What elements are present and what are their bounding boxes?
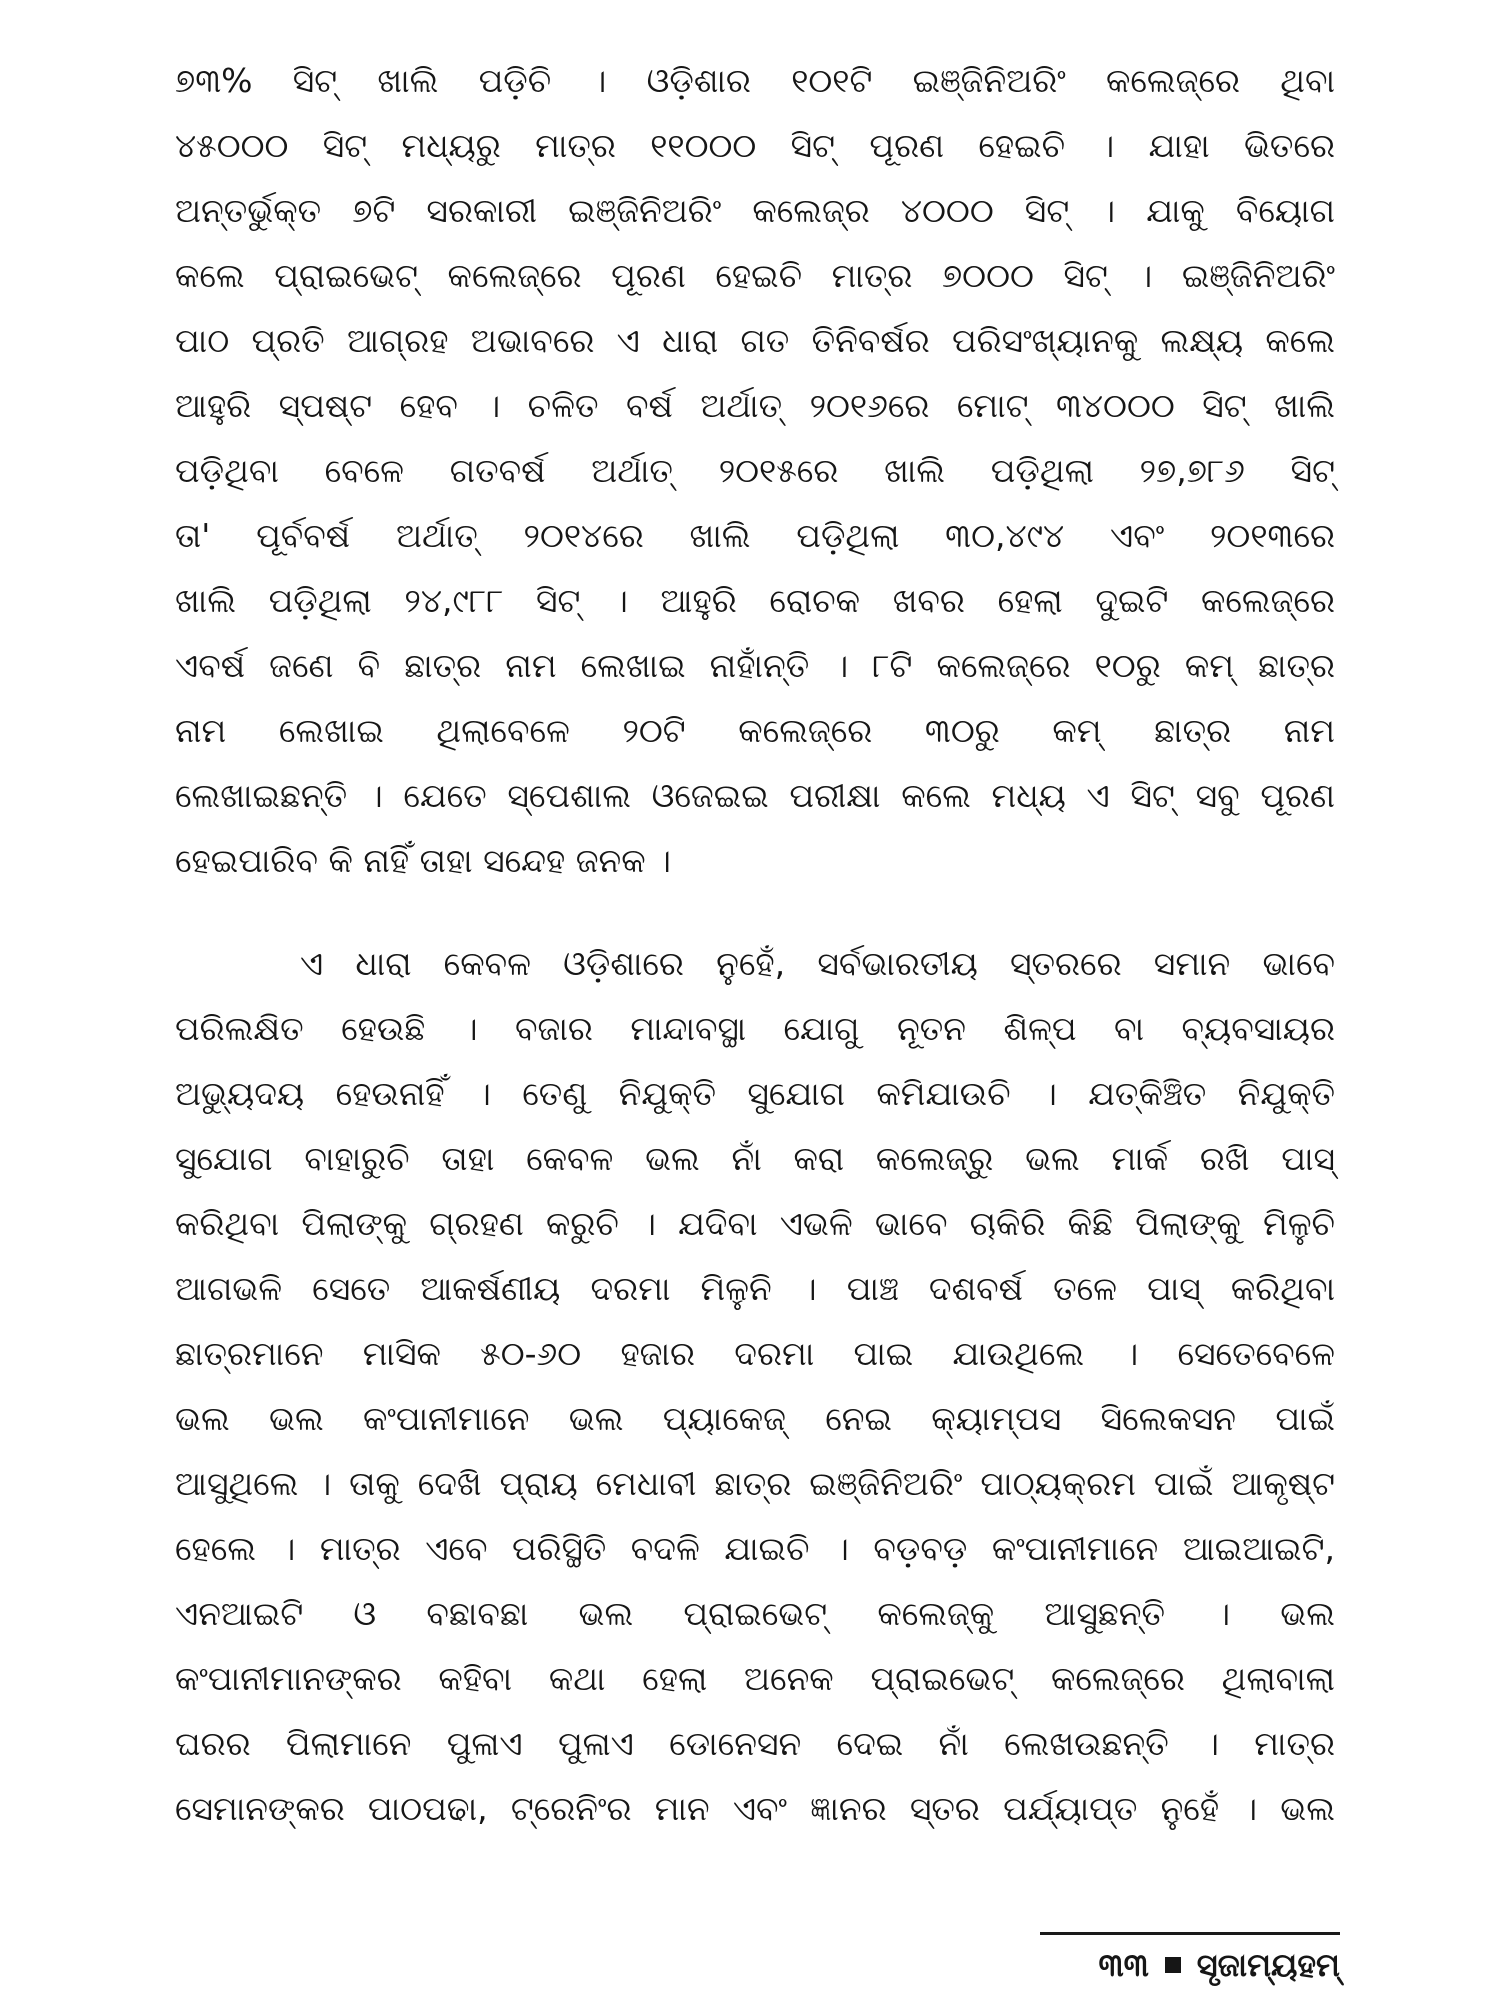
text-line: ଏ ଧାରା କେବଳ ଓଡ଼ିଶାରେ ନୁହେଁ, ସର୍ବଭାରତୀୟ ସ୍ତରରେ ସମାନ ଭାବେ	[300, 944, 1335, 983]
text-line: ୪୫୦୦୦ ସିଟ୍ ମଧ୍ୟରୁ ମାତ୍ର ୧୧୦୦୦ ସିଟ୍ ପୂରଣ ହେଇଚି । ଯାହା ଭିତରେ	[175, 126, 1335, 165]
text-line: ତା' ପୂର୍ବବର୍ଷ ଅର୍ଥାତ୍ ୨୦୧୪ରେ ଖାଲି ପଡ଼ିଥିଲା ୩୦,୪୯୪ ଏବଂ ୨୦୧୩ରେ	[175, 516, 1335, 555]
text-line: ଆଗଭଳି ସେତେ ଆକର୍ଷଣୀୟ ଦରମା ମିଳୁନି । ପାଞ୍ଚ ଦଶବର୍ଷ ତଳେ ପାସ୍ କରିଥିବା	[175, 1269, 1335, 1308]
text-line: ଆସୁଥିଲେ । ତାକୁ ଦେଖି ପ୍ରାୟ ମେଧାବୀ ଛାତ୍ର ଇଞ୍ଜିନିଅରିଂ ପାଠ୍ୟକ୍ରମ ପାଇଁ ଆକୃଷ୍ଟ	[175, 1464, 1335, 1503]
text-line: ହେଇପାରିବ କି ନାହିଁ ତାହା ସନ୍ଦେହ ଜନକ ।	[175, 841, 671, 880]
text-line: କଲେ ପ୍ରାଇଭେଟ୍ କଲେଜ୍‌ରେ ପୂରଣ ହେଇଚି ମାତ୍ର ୭୦୦୦ ସିଟ୍ । ଇଞ୍ଜିନିଅରିଂ	[175, 256, 1335, 295]
text-line: ଭଲ ଭଲ କଂପାନୀମାନେ ଭଲ ପ୍ୟାକେଜ୍ ନେଇ କ୍ୟାମ୍ପସ ସିଲେକସନ ପାଇଁ	[175, 1399, 1335, 1438]
text-line: ହେଲେ । ମାତ୍ର ଏବେ ପରିସ୍ଥିତି ବଦଳି ଯାଇଚି । ବଡ଼ବଡ଼ କଂପାନୀମାନେ ଆଇଆଇଟି,	[175, 1529, 1335, 1568]
paragraph-2	[175, 931, 1335, 1841]
text-line: ସୁଯୋଗ ବାହାରୁଚି ତାହା କେବଳ ଭଲ ନାଁ କରା କଲେଜ୍‌ରୁ ଭଲ ମାର୍କ ରଖି ପାସ୍	[175, 1139, 1335, 1178]
text-line: ପରିଲକ୍ଷିତ ହେଉଛି । ବଜାର ମାନ୍ଦାବସ୍ଥା ଯୋଗୁ ନୂତନ ଶିଳ୍ପ ବା ବ୍ୟବସାୟର	[175, 1009, 1335, 1048]
square-bullet-icon	[1165, 1957, 1181, 1973]
text-line: ଲେଖାଇଛନ୍ତି । ଯେତେ ସ୍ପେଶାଲ ଓଜେଇଇ ପରୀକ୍ଷା କଲେ ମଧ୍ୟ ଏ ସିଟ୍ ସବୁ ପୂରଣ	[175, 776, 1335, 815]
text-line: କଂପାନୀମାନଙ୍କର କହିବା କଥା ହେଲା ଅନେକ ପ୍ରାଇଭେଟ୍ କଲେଜ୍‌ରେ ଥିଲାବାଲା	[175, 1659, 1335, 1698]
text-line: କରିଥିବା ପିଲାଙ୍କୁ ଗ୍ରହଣ କରୁଚି । ଯଦିବା ଏଭଳି ଭାବେ ଚାକିରି କିଛି ପିଲାଙ୍କୁ ମିଳୁଚି	[175, 1204, 1335, 1243]
text-line: ସେମାନଙ୍କର ପାଠପଢା, ଟ୍ରେନିଂର ମାନ ଏବଂ ଜ୍ଞାନର ସ୍ତର ପର୍ଯ୍ୟାପ୍ତ ନୁହେଁ । ଭଲ	[175, 1789, 1335, 1828]
text-line: ଏବର୍ଷ ଜଣେ ବି ଛାତ୍ର ନାମ ଲେଖାଇ ନାହାଁନ୍ତି । ୮ଟି କଲେଜ୍‌ରେ ୧୦ରୁ କମ୍ ଛାତ୍ର	[175, 646, 1335, 685]
page-number: ୩୩	[1098, 1946, 1149, 1984]
text-line: ଏନଆଇଟି ଓ ବଛାବଛା ଭଲ ପ୍ରାଇଭେଟ୍ କଲେଜ୍‌କୁ ଆସୁଛନ୍ତି । ଭଲ	[175, 1594, 1335, 1633]
paragraph-1	[175, 48, 1335, 893]
footer-row	[1040, 1945, 1340, 1985]
text-line: ଘରର ପିଲାମାନେ ପୁଳାଏ ପୁଳାଏ ଡୋନେସନ ଦେଇ ନାଁ ଲେଖଉଛନ୍ତି । ମାତ୍ର	[175, 1724, 1335, 1763]
text-line: ପାଠ ପ୍ରତି ଆଗ୍ରହ ଅଭାବରେ ଏ ଧାରା ଗତ ତିନିବର୍ଷର ପରିସଂଖ୍ୟାନକୁ ଲକ୍ଷ୍ୟ କଲେ	[175, 321, 1335, 360]
paragraph-gap	[175, 893, 1335, 931]
publication-name: ସୃଜାମ୍ୟହମ୍	[1196, 1946, 1340, 1984]
text-line: ନାମ ଲେଖାଇ ଥିଲାବେଳେ ୨୦ଟି କଲେଜ୍‌ରେ ୩୦ରୁ କମ୍ ଛାତ୍ର ନାମ	[175, 711, 1335, 750]
text-line: ୭୩% ସିଟ୍ ଖାଲି ପଡ଼ିଚି । ଓଡ଼ିଶାର ୧୦୧ଟି ଇଞ୍ଜିନିଅରିଂ କଲେଜ୍‌ରେ ଥିବା	[175, 61, 1335, 100]
article-body	[175, 48, 1335, 1841]
text-line: ଅନ୍ତର୍ଭୁକ୍ତ ୭ଟି ସରକାରୀ ଇଞ୍ଜିନିଅରିଂ କଲେଜ୍‌ର ୪୦୦୦ ସିଟ୍ । ଯାକୁ ବିୟୋଗ	[175, 191, 1335, 230]
text-line: ଖାଲି ପଡ଼ିଥିଲା ୨୪,୯୮୮ ସିଟ୍ । ଆହୁରି ରୋଚକ ଖବର ହେଲା ଦୁଇଟି କଲେଜ୍‌ରେ	[175, 581, 1335, 620]
text-line: ପଡ଼ିଥିବା ବେଳେ ଗତବର୍ଷ ଅର୍ଥାତ୍ ୨୦୧୫ରେ ଖାଲି ପଡ଼ିଥିଲା ୨୭,୭୮୬ ସିଟ୍	[175, 451, 1335, 490]
page-footer	[1040, 1932, 1340, 1985]
text-line: ଅଭ୍ୟୁଦୟ ହେଉନାହିଁ । ତେଣୁ ନିଯୁକ୍ତି ସୁଯୋଗ କମିଯାଉଚି । ଯତ୍‌କିଞ୍ଚିତ ନିଯୁକ୍ତି	[175, 1074, 1335, 1113]
text-line: ଛାତ୍ରମାନେ ମାସିକ ୫୦-୬୦ ହଜାର ଦରମା ପାଇ ଯାଉଥିଲେ । ସେତେବେଳେ	[175, 1334, 1335, 1373]
footer-rule	[1040, 1932, 1340, 1935]
text-line: ଆହୁରି ସ୍ପଷ୍ଟ ହେବ । ଚଳିତ ବର୍ଷ ଅର୍ଥାତ୍ ୨୦୧୬ରେ ମୋଟ୍ ୩୪୦୦୦ ସିଟ୍ ଖାଲି	[175, 386, 1335, 425]
